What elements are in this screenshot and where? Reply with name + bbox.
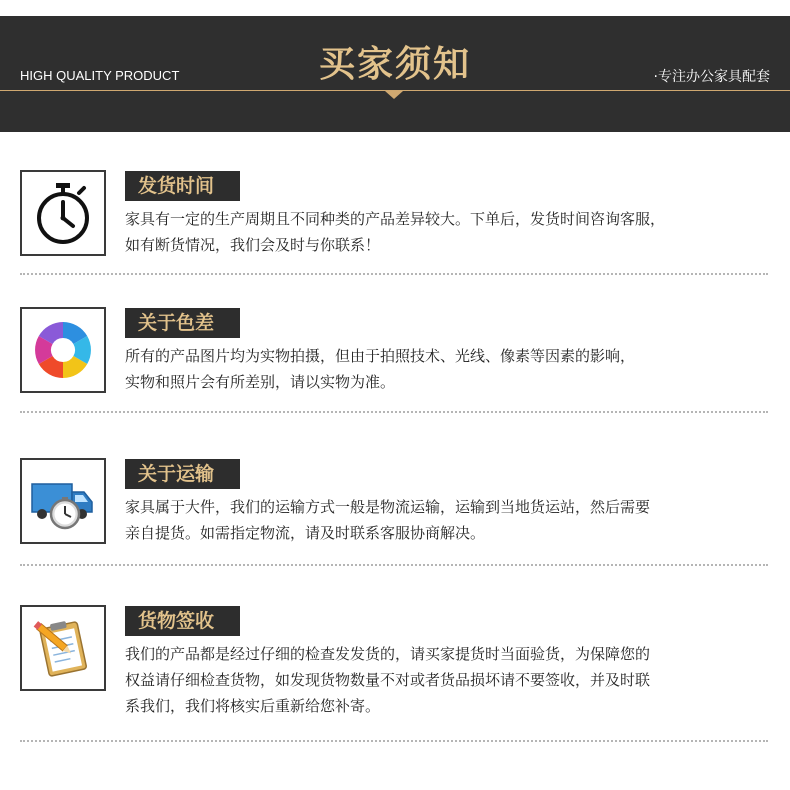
section-transport	[0, 458, 790, 568]
dotted-divider	[20, 411, 768, 413]
stopwatch-icon	[20, 170, 106, 256]
text-line: 家具属于大件，我们的运输方式一般是物流运输，运输到当地货运站，然后需要	[125, 498, 651, 516]
text-line: 系我们，我们将核实后重新给您补寄。	[125, 697, 381, 715]
dotted-divider	[20, 564, 768, 566]
text-line: 如有断货情况，我们会及时与你联系！	[125, 236, 381, 254]
section-text	[125, 206, 765, 258]
text-line: 实物和照片会有所差别，请以实物为准。	[125, 373, 396, 391]
dotted-divider	[20, 273, 768, 275]
header-banner	[0, 16, 790, 132]
section-title: 关于运输	[125, 459, 240, 489]
dotted-divider	[20, 740, 768, 742]
text-line: 亲自提货。如需指定物流，请及时联系客服协商解决。	[125, 524, 486, 542]
text-line: 权益请仔细检查货物，如发现货物数量不对或者货品损坏请不要签收，并及时联	[125, 671, 651, 689]
section-title: 关于色差	[125, 308, 240, 338]
text-line: 所有的产品图片均为实物拍摄，但由于拍照技术、光线、像素等因素的影响，	[125, 347, 636, 365]
section-text	[125, 641, 765, 719]
section-receipt	[0, 605, 790, 715]
color-wheel-icon	[20, 307, 106, 393]
section-shipping-time	[0, 170, 790, 280]
clipboard-pencil-icon	[20, 605, 106, 691]
section-text	[125, 343, 765, 395]
header-tagline: HIGH QUALITY PRODUCT	[20, 68, 180, 83]
section-text	[125, 494, 765, 546]
delivery-truck-icon	[20, 458, 106, 544]
section-title: 发货时间	[125, 171, 240, 201]
text-line: 家具有一定的生产周期且不同种类的产品差异较大。下单后，发货时间咨询客服，	[125, 210, 666, 228]
header-slogan: ·专注办公家具配套	[653, 69, 770, 85]
header-notch-arrow	[385, 91, 403, 99]
page-title: 买家须知	[318, 44, 471, 85]
section-color-difference	[0, 307, 790, 417]
section-title: 货物签收	[125, 606, 240, 636]
text-line: 我们的产品都是经过仔细的检查发发货的，请买家提货时当面验货，为保障您的	[125, 645, 651, 663]
